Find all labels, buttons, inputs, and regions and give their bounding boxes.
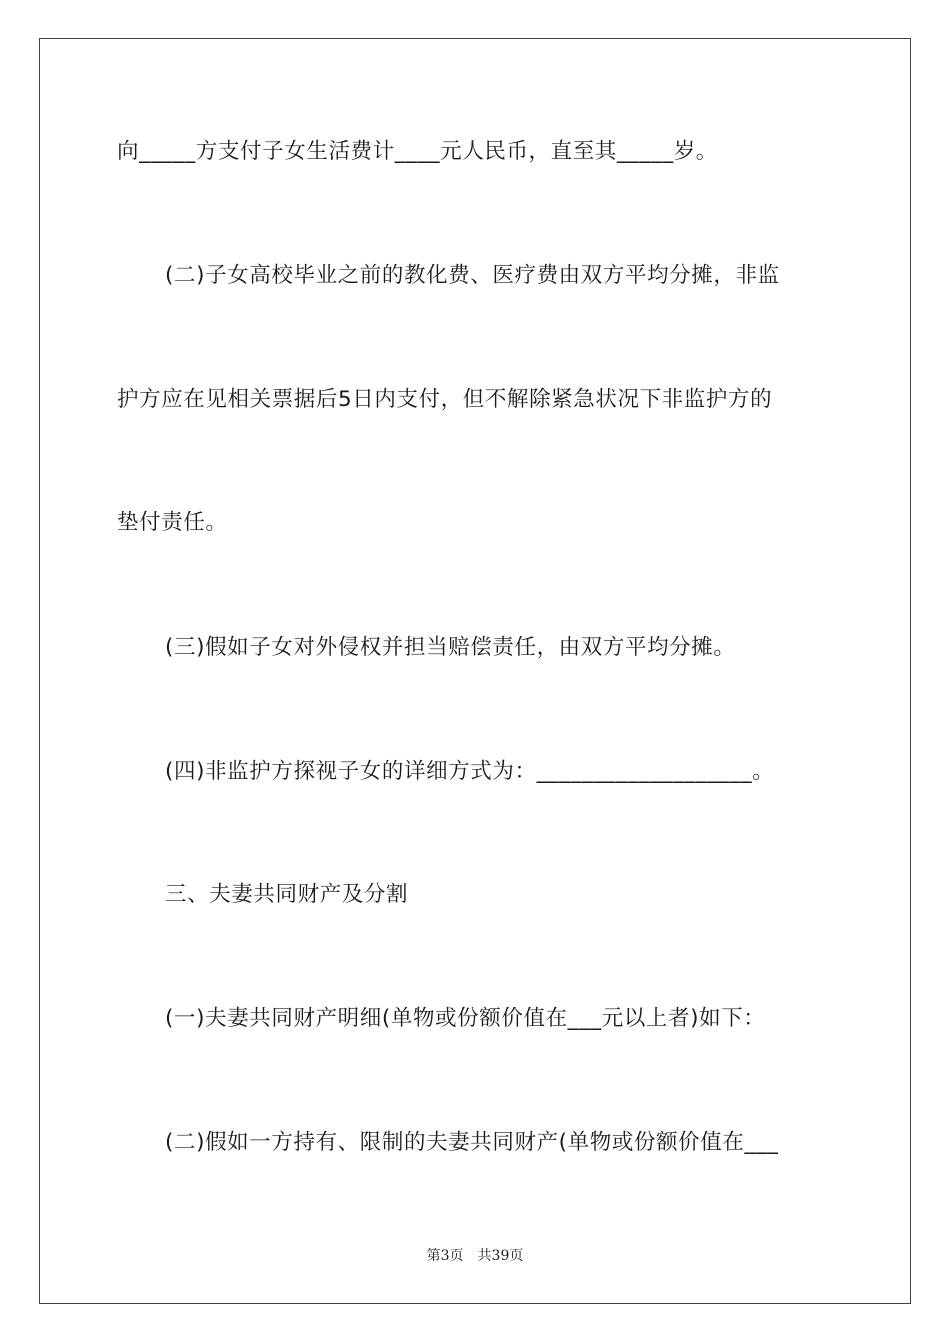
text-line-4: 垫付责任。 <box>117 510 228 535</box>
text-line-8: (一)夫妻共同财产明细(单物或份额价值在___元以上者)如下： <box>165 1006 766 1031</box>
page-border <box>39 38 911 1304</box>
text-line-6: (四)非监护方探视子女的详细方式为：___________________。 <box>165 759 775 784</box>
section-heading-3: 三、夫妻共同财产及分割 <box>165 882 409 907</box>
page-number: 第3页 <box>426 1248 464 1264</box>
text-line-3: 护方应在见相关票据后5日内支付，但不解除紧急状况下非监护方的 <box>117 387 773 412</box>
page-total: 共39页 <box>477 1248 524 1264</box>
page-footer <box>0 1246 950 1266</box>
text-line-5: (三)假如子女对外侵权并担当赔偿责任，由双方平均分摊。 <box>165 635 736 660</box>
text-line-9: (二)假如一方持有、限制的夫妻共同财产(单物或份额价值在___ <box>165 1130 779 1155</box>
text-line-2: (二)子女高校毕业之前的教化费、医疗费由双方平均分摊，非监 <box>165 263 780 288</box>
text-line-1: 向_____方支付子女生活费计____元人民币，直至其_____岁。 <box>117 139 718 164</box>
